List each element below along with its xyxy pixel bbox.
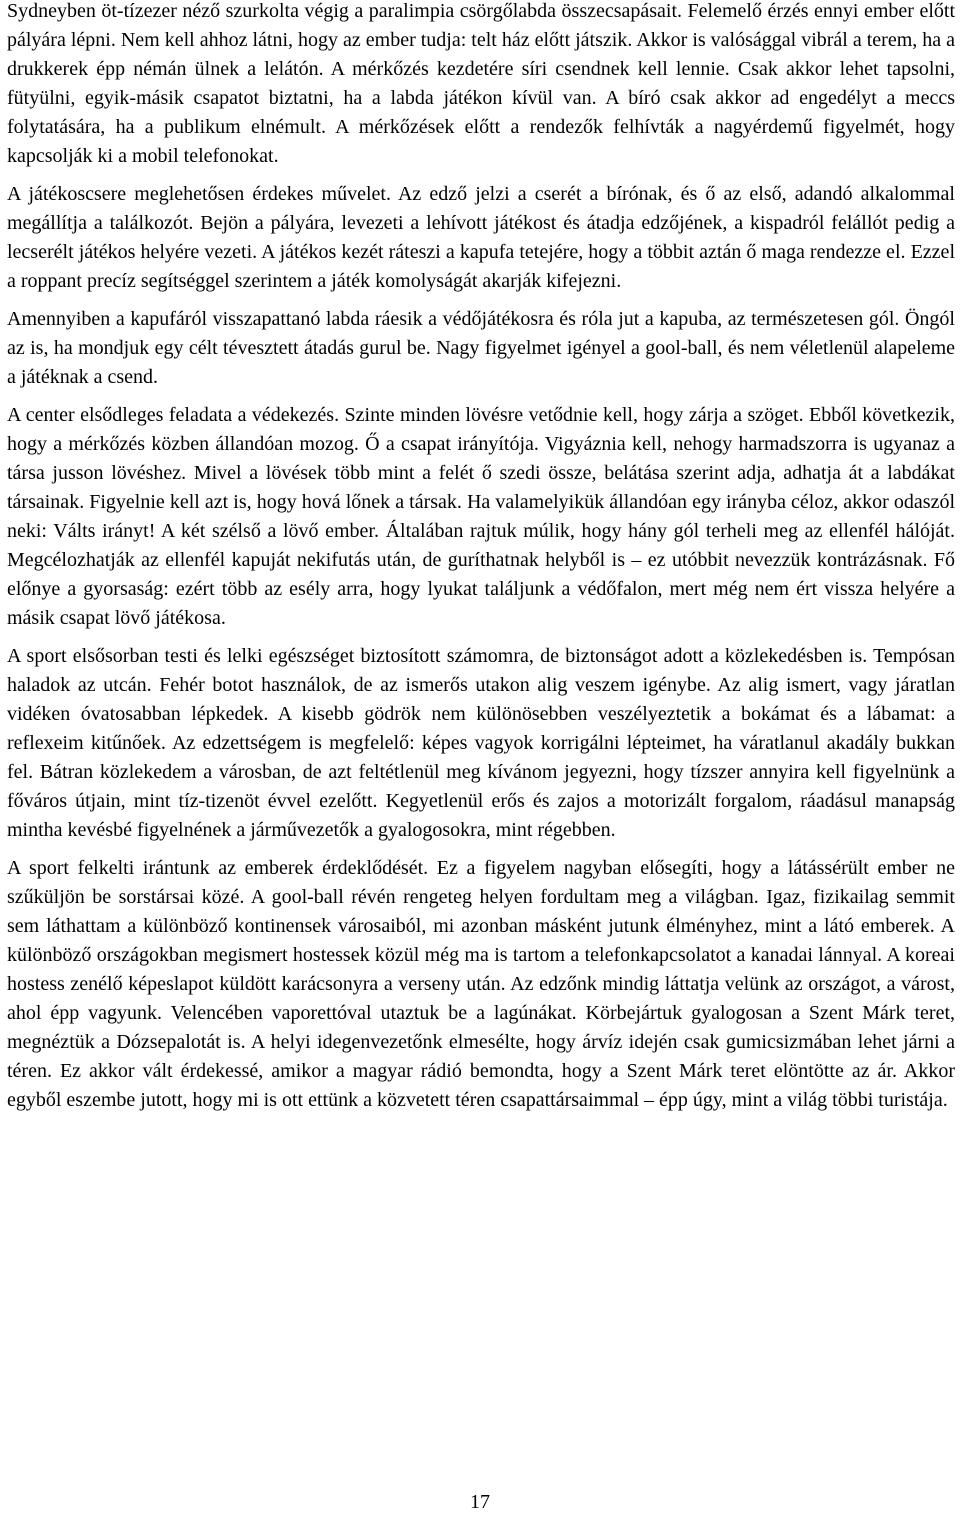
paragraph-sydney-match: Sydneyben öt-tízezer néző szurkolta végig a paralimpia csörgőlabda összecsapásait. Felemelő érzés ennyi ember előtt pályára lépni. Nem kell ahhoz látni, hogy az ember tudja: telt ház előtt játszik. Akkor is valósággal vibrál a terem, ha a drukkerek épp némán ülnek a lelátón. A mérkőzés kezdetére síri csendnek kell lennie. Csak akkor lehet tapsolni, fütyülni, egyik-másik csapatot biztatni, ha a labda játékon kívül van. A bíró csak akkor ad engedélyt a meccs folytatására, ha a publikum elnémult. A mérkőzések előtt a rendezők felhívták a nagyérdemű figyelmét, hogy kapcsolják ki a mobil telefonokat. — [7, 0, 956, 167]
paragraph-own-goal: Amennyiben a kapufáról visszapattanó labda ráesik a védőjátékosra és róla jut a kapuba, az természetesen gól. Öngól az is, ha mondjuk egy célt tévesztett átadás gurul be. Nagy figyelmet igényel a gool-ball, és nem véletlenül alapeleme a játéknak a csend. — [7, 308, 955, 388]
page-number: 17 — [470, 1491, 490, 1513]
document-page — [7, 0, 955, 1124]
paragraph-center-role: A center elsődleges feladata a védekezés. Szinte minden lövésre vetődnie kell, hogy zárja a szöget. Ebből következik, hogy a mérkőzés közben állandóan mozog. Ő a csapat irányítója. Vigyáznia kell, nehogy harmadszorra is ugyanaz a társa jusson lövéshez. Mivel a lövések több mint a felét ő szedi össze, belátása szerint adja, adhatja át a labdákat társainak. Figyelnie kell azt is, hogy hová lőnek a társak. Ha valamelyikük állandóan egy irányba céloz, akkor odaszól neki: Válts irányt! A két szélső a lövő ember. Általában rajtuk múlik, hogy hány gól terheli meg az ellenfél hálóját. Megcélozhatják az ellenfél kapuját nekifutás után, de guríthatnak helyből is – ez utóbbit nevezzük kontrázásnak. Fő előnye a gyorsaság: ezért több az esély arra, hogy lyukat találjunk a védőfalon, mert még nem ért vissza helyére a másik csapat lövő játékosa. — [7, 404, 955, 629]
paragraph-sport-safety: A sport elsősorban testi és lelki egészséget biztosított számomra, de biztonságot adott a közlekedésben is. Tempósan haladok az utcán. Fehér botot használok, de az ismerős utakon alig veszem igénybe. Az alig ismert, vagy járatlan vidéken óvatosabban lépkedek. A kisebb gödrök nem különösebben veszélyeztetik a bokámat és a lábamat: a reflexeim kitűnőek. Az edzettségem is megfelelő: képes vagyok korrigálni lépteimet, ha váratlanul akadály bukkan fel. Bátran közlekedem a városban, de azt feltétlenül meg kívánom jegyezni, hogy tízszer annyira kell figyelnünk a főváros útjain, mint tíz-tizenöt évvel ezelőtt. Kegyetlenül erős és zajos a motorizált forgalom, ráadásul manapság mintha kevésbé figyelnének a járművezetők a gyalogosokra, mint régebben. — [7, 645, 955, 841]
paragraph-player-substitution: A játékoscsere meglehetősen érdekes művelet. Az edző jelzi a cserét a bírónak, és ő az első, adandó alkalommal megállítja a találkozót. Bejön a pályára, levezeti a lehívott játékost és átadja edzőjének, a kispadról felállót pedig a lecserélt játékos helyére vezeti. A játékos kezét ráteszi a kapufa tetejére, hogy a többit aztán ő maga rendezze el. Ezzel a roppant precíz segítséggel szerintem a játék komolyságát akarják kifejezni. — [7, 183, 955, 292]
paragraph-travel-experiences: A sport felkelti irántunk az emberek érdeklődését. Ez a figyelem nagyban elősegíti, hogy a látássérült ember ne szűküljön be sorstársai közé. A gool-ball révén rengeteg helyen fordultam meg a világban. Igaz, fizikailag semmit sem láthattam a különböző kontinensek városaiból, mi azonban másként jutunk élményhez, mint a látó emberek. A különböző országokban megismert hostessek közül még ma is tartom a telefonkapcsolatot a kanadai lánnyal. A koreai hostess zenélő képeslapot küldött karácsonyra a verseny után. Az edzőnk mindig láttatja velünk az országot, a várost, ahol épp vagyunk. Velencében vaporettóval utaztuk be a lagúnákat. Körbejártuk gyalogosan a Szent Márk teret, megnéztük a Dózsepalotát is. A helyi idegenvezetőnk elmesélte, hogy árvíz idején csak gumicsizmában lehet járni a téren. Ez akkor vált érdekessé, amikor a magyar rádió bemondta, hogy a Szent Márk teret elöntötte az ár. Akkor egyből eszembe jutott, hogy mi is ott ettünk a közvetett téren csapattársaimmal – épp úgy, mint a világ többi turistája. — [7, 857, 955, 1111]
